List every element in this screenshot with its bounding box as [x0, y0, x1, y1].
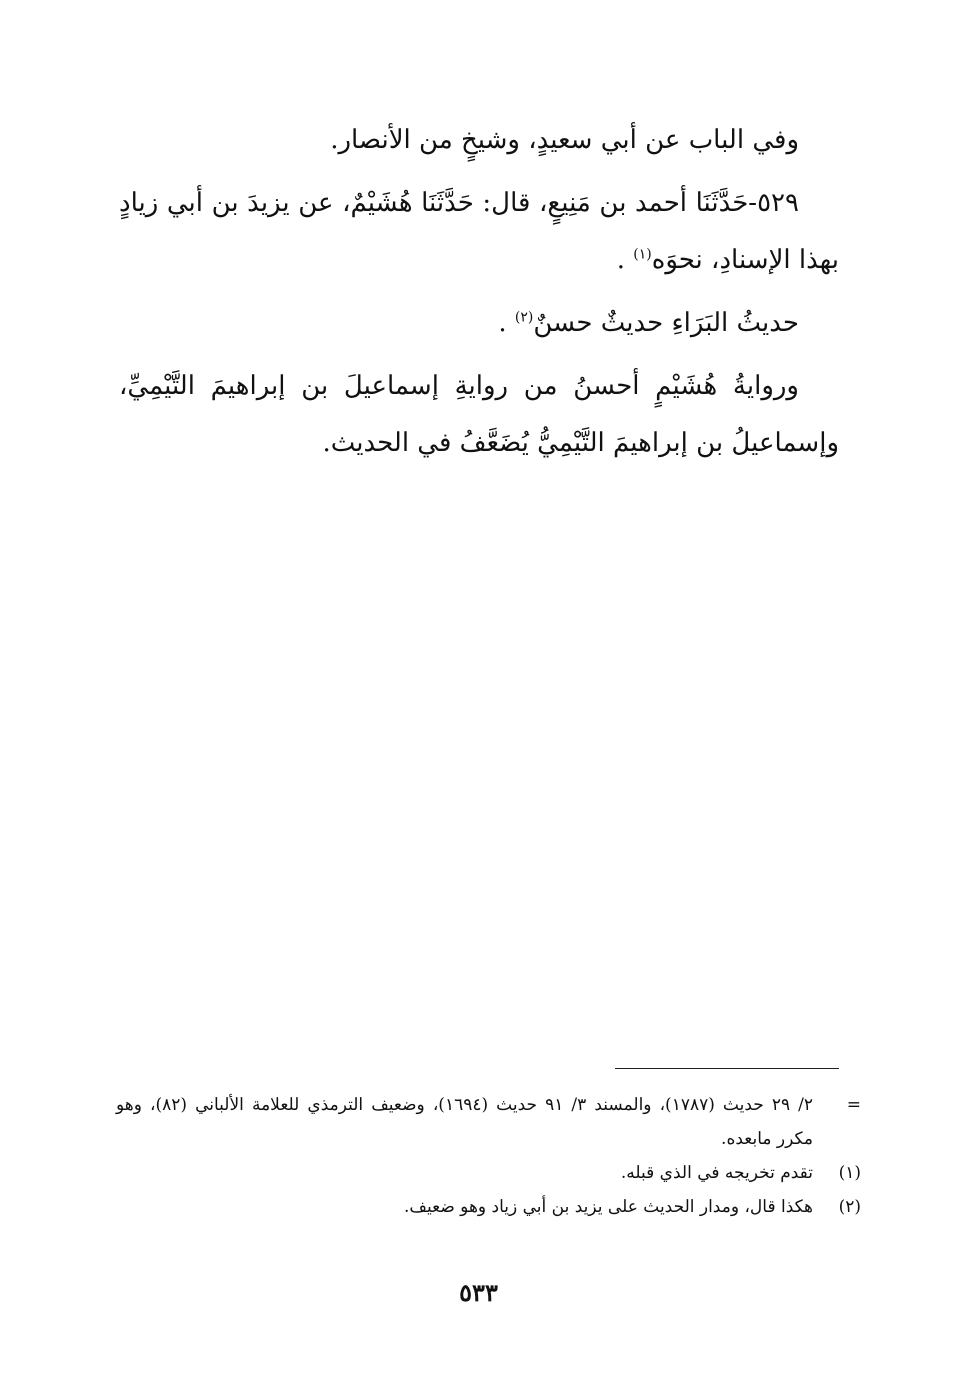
paragraph-riwaya — [119, 358, 839, 472]
paragraph-hadith-529 — [119, 175, 839, 289]
hadith-529-end: . — [616, 245, 625, 275]
footnotes — [116, 1088, 861, 1224]
footnote-2-text: هكذا قال، ومدار الحديث على يزيد بن أبي زياد وهو ضعيف. — [404, 1197, 813, 1217]
footnote-ref-2[interactable]: (٢) — [514, 309, 534, 326]
footnote-1-mark: (١) — [838, 1163, 861, 1183]
paragraph-bab-text: وفي الباب عن أبي سعيدٍ، وشيخٍ من الأنصار. — [330, 125, 799, 155]
footnote-2-mark: (٢) — [838, 1197, 861, 1217]
footnote-continuation — [116, 1088, 861, 1156]
hadith-529-text: ٥٢٩-حَدَّثَنَا أحمد بن مَنِيعٍ، قال: حَدَّثَنَا هُشَيْمٌ، عن يزيدَ بن أبي زيادٍ بهذا الإسنادِ، نحوَه — [119, 188, 839, 275]
grading-text: حديثُ البَرَاءِ حديثٌ حسنٌ — [533, 308, 799, 338]
main-text — [119, 112, 839, 478]
footnote-continuation-mark: = — [846, 1095, 861, 1115]
footnote-separator — [615, 1068, 839, 1069]
paragraph-bab — [119, 112, 839, 169]
footnote-2 — [116, 1190, 861, 1224]
footnote-1 — [116, 1156, 861, 1190]
page-number: ٥٣٣ — [459, 1278, 498, 1307]
paragraph-grading — [119, 295, 839, 352]
footnote-continuation-text: ٢/ ٢٩ حديث (١٧٨٧)، والمسند ٣/ ٩١ حديث (١٦٩٤)، وضعيف الترمذي للعلامة الألباني (٨٢)، وهو مكرر مابعده. — [116, 1095, 814, 1149]
footnote-ref-1[interactable]: (١) — [633, 246, 652, 263]
grading-end: . — [498, 308, 507, 338]
riwaya-text: وروايةُ هُشَيْمٍ أحسنُ من روايةِ إسماعيلَ بن إبراهيمَ التَّيْمِيِّ، وإسماعيلُ بن إبراهيمَ التَّيْمِيُّ يُضَعَّفُ في الحديث. — [119, 371, 839, 458]
footnote-1-text: تقدم تخريجه في الذي قبله. — [620, 1163, 813, 1183]
